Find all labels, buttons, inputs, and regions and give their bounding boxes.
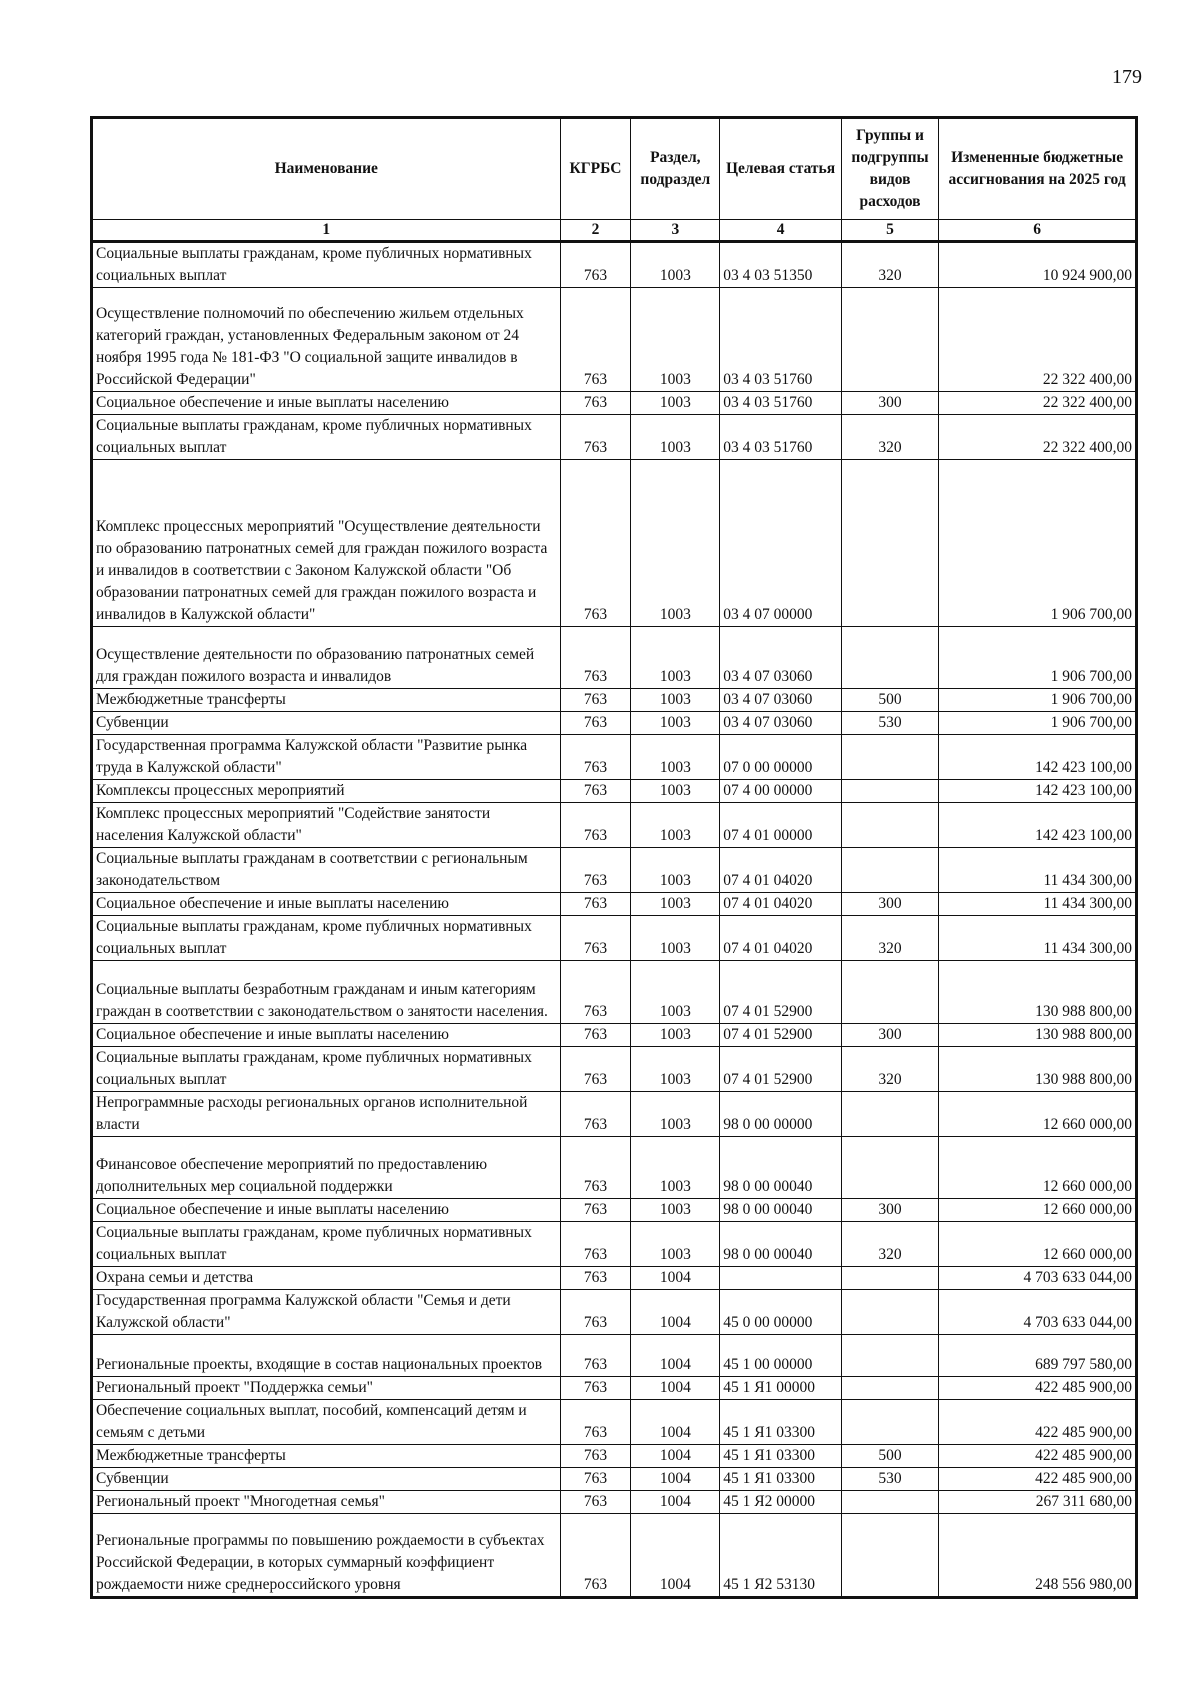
column-number: 2 [560,220,631,242]
cell-razdel: 1003 [631,1092,720,1137]
cell-name: Социальное обеспечение и иные выплаты населению [92,1199,561,1222]
cell-amount: 12 660 000,00 [939,1092,1137,1137]
cell-amount: 422 485 900,00 [939,1400,1137,1445]
column-header-amount: Измененные бюджетные ассигнования на 2025 год [939,118,1137,220]
cell-razdel: 1003 [631,1137,720,1199]
cell-razdel: 1004 [631,1377,720,1400]
cell-name: Охрана семьи и детства [92,1267,561,1290]
cell-article: 03 4 03 51350 [720,242,842,288]
cell-name: Региональные проекты, входящие в состав национальных проектов [92,1335,561,1377]
cell-kgrbs: 763 [560,780,631,803]
cell-name: Социальное обеспечение и иные выплаты населению [92,392,561,415]
cell-article: 98 0 00 00040 [720,1137,842,1199]
cell-kgrbs: 763 [560,1137,631,1199]
cell-razdel: 1003 [631,848,720,893]
cell-article: 03 4 03 51760 [720,288,842,392]
cell-article: 45 1 Я2 53130 [720,1514,842,1598]
cell-razdel: 1004 [631,1468,720,1491]
cell-kgrbs: 763 [560,1092,631,1137]
cell-group [841,1267,938,1290]
cell-article: 98 0 00 00040 [720,1199,842,1222]
table-row [92,1267,1137,1290]
cell-name: Межбюджетные трансферты [92,1445,561,1468]
cell-name: Обеспечение социальных выплат, пособий, компенсаций детям и семьям с детьми [92,1400,561,1445]
budget-table [90,116,1138,1599]
column-header-group: Группы и подгруппы видов расходов [841,118,938,220]
cell-group: 320 [841,1047,938,1092]
cell-razdel: 1003 [631,392,720,415]
cell-kgrbs: 763 [560,1491,631,1514]
cell-article: 07 4 00 00000 [720,780,842,803]
cell-group: 530 [841,1468,938,1491]
table-row [92,712,1137,735]
cell-group [841,1400,938,1445]
table-row [92,1468,1137,1491]
cell-group: 300 [841,392,938,415]
table-row [92,627,1137,689]
cell-razdel: 1004 [631,1335,720,1377]
cell-group [841,1092,938,1137]
cell-article: 03 4 07 03060 [720,627,842,689]
cell-kgrbs: 763 [560,1377,631,1400]
cell-kgrbs: 763 [560,1468,631,1491]
cell-name: Комплексы процессных мероприятий [92,780,561,803]
cell-kgrbs: 763 [560,1024,631,1047]
cell-article: 45 1 Я2 00000 [720,1491,842,1514]
cell-name: Государственная программа Калужской области "Развитие рынка труда в Калужской области" [92,735,561,780]
cell-kgrbs: 763 [560,712,631,735]
cell-amount: 12 660 000,00 [939,1222,1137,1267]
cell-group: 300 [841,893,938,916]
cell-kgrbs: 763 [560,627,631,689]
cell-kgrbs: 763 [560,1400,631,1445]
cell-article: 07 4 01 00000 [720,803,842,848]
table-row [92,1335,1137,1377]
cell-name: Субвенции [92,1468,561,1491]
cell-razdel: 1003 [631,627,720,689]
page-number: 179 [1112,66,1142,88]
cell-kgrbs: 763 [560,735,631,780]
cell-name: Социальные выплаты гражданам в соответствии с региональным законодательством [92,848,561,893]
cell-amount: 1 906 700,00 [939,627,1137,689]
cell-group: 320 [841,242,938,288]
cell-razdel: 1003 [631,689,720,712]
cell-article: 07 4 01 04020 [720,893,842,916]
cell-amount: 267 311 680,00 [939,1491,1137,1514]
cell-group: 500 [841,1445,938,1468]
cell-group [841,1290,938,1335]
cell-razdel: 1003 [631,1222,720,1267]
cell-amount: 11 434 300,00 [939,893,1137,916]
cell-amount: 1 906 700,00 [939,689,1137,712]
cell-amount: 12 660 000,00 [939,1199,1137,1222]
cell-group [841,803,938,848]
cell-razdel: 1003 [631,1024,720,1047]
column-number: 6 [939,220,1137,242]
cell-name: Межбюджетные трансферты [92,689,561,712]
cell-razdel: 1004 [631,1445,720,1468]
cell-kgrbs: 763 [560,1514,631,1598]
table-row [92,1092,1137,1137]
cell-name: Осуществление деятельности по образованию патронатных семей для граждан пожилого возраста и инвалидов [92,627,561,689]
cell-kgrbs: 763 [560,288,631,392]
cell-amount: 142 423 100,00 [939,780,1137,803]
cell-razdel: 1003 [631,288,720,392]
cell-amount: 12 660 000,00 [939,1137,1137,1199]
cell-kgrbs: 763 [560,460,631,627]
cell-name: Социальное обеспечение и иные выплаты населению [92,893,561,916]
cell-article: 03 4 07 00000 [720,460,842,627]
cell-razdel: 1003 [631,712,720,735]
table-row [92,735,1137,780]
table-row [92,392,1137,415]
cell-amount: 130 988 800,00 [939,961,1137,1024]
column-number: 4 [720,220,842,242]
cell-group: 320 [841,916,938,961]
cell-name: Финансовое обеспечение мероприятий по предоставлению дополнительных мер социальной поддержки [92,1137,561,1199]
cell-amount: 4 703 633 044,00 [939,1267,1137,1290]
column-header-name: Наименование [92,118,561,220]
cell-amount: 689 797 580,00 [939,1335,1137,1377]
cell-razdel: 1003 [631,780,720,803]
cell-razdel: 1003 [631,803,720,848]
cell-article: 07 0 00 00000 [720,735,842,780]
cell-group [841,627,938,689]
cell-amount: 130 988 800,00 [939,1024,1137,1047]
cell-article: 07 4 01 52900 [720,1047,842,1092]
cell-amount: 142 423 100,00 [939,803,1137,848]
table-row [92,1290,1137,1335]
cell-group [841,735,938,780]
cell-group [841,848,938,893]
cell-article: 03 4 03 51760 [720,392,842,415]
cell-kgrbs: 763 [560,1267,631,1290]
table-row [92,1514,1137,1598]
cell-amount: 22 322 400,00 [939,288,1137,392]
cell-razdel: 1003 [631,242,720,288]
table-row [92,1491,1137,1514]
table-body [92,242,1137,1598]
cell-amount: 10 924 900,00 [939,242,1137,288]
cell-kgrbs: 763 [560,1047,631,1092]
cell-name: Социальные выплаты гражданам, кроме публичных нормативных социальных выплат [92,1222,561,1267]
cell-group [841,460,938,627]
cell-amount: 4 703 633 044,00 [939,1290,1137,1335]
cell-article: 03 4 07 03060 [720,712,842,735]
table-row [92,1445,1137,1468]
cell-amount: 130 988 800,00 [939,1047,1137,1092]
table-row [92,916,1137,961]
cell-article: 45 1 Я1 03300 [720,1468,842,1491]
cell-kgrbs: 763 [560,893,631,916]
column-number: 1 [92,220,561,242]
cell-group [841,1335,938,1377]
cell-name: Государственная программа Калужской области "Семья и дети Калужской области" [92,1290,561,1335]
cell-razdel: 1003 [631,1047,720,1092]
cell-article: 45 0 00 00000 [720,1290,842,1335]
column-number: 5 [841,220,938,242]
table-row [92,1377,1137,1400]
cell-article: 03 4 07 03060 [720,689,842,712]
table-row [92,1024,1137,1047]
cell-kgrbs: 763 [560,803,631,848]
cell-group: 530 [841,712,938,735]
cell-kgrbs: 763 [560,848,631,893]
cell-group [841,1377,938,1400]
column-header-article: Целевая статья [720,118,842,220]
cell-group [841,780,938,803]
cell-kgrbs: 763 [560,689,631,712]
cell-name: Субвенции [92,712,561,735]
cell-name: Социальные выплаты гражданам, кроме публичных нормативных социальных выплат [92,415,561,460]
table-row [92,415,1137,460]
cell-amount: 1 906 700,00 [939,712,1137,735]
table-row [92,288,1137,392]
cell-amount: 422 485 900,00 [939,1445,1137,1468]
cell-kgrbs: 763 [560,242,631,288]
cell-razdel: 1003 [631,893,720,916]
cell-article: 07 4 01 04020 [720,848,842,893]
table-row [92,460,1137,627]
cell-article [720,1267,842,1290]
column-number: 3 [631,220,720,242]
table-row [92,689,1137,712]
cell-group: 320 [841,1222,938,1267]
column-number-row [92,220,1137,242]
cell-name: Региональный проект "Многодетная семья" [92,1491,561,1514]
table-row [92,893,1137,916]
cell-name: Региональные программы по повышению рождаемости в субъектах Российской Федерации, в которых суммарный коэффициент рождаемости ниже среднероссийского уровня [92,1514,561,1598]
cell-article: 45 1 Я1 03300 [720,1445,842,1468]
cell-name: Социальные выплаты безработным гражданам и иным категориям граждан в соответствии с законодательством о занятости населения. [92,961,561,1024]
cell-amount: 22 322 400,00 [939,392,1137,415]
cell-kgrbs: 763 [560,916,631,961]
cell-group: 500 [841,689,938,712]
cell-kgrbs: 763 [560,415,631,460]
cell-amount: 22 322 400,00 [939,415,1137,460]
column-header-razdel: Раздел, подраздел [631,118,720,220]
cell-name: Социальные выплаты гражданам, кроме публичных нормативных социальных выплат [92,242,561,288]
cell-name: Социальное обеспечение и иные выплаты населению [92,1024,561,1047]
cell-name: Комплекс процессных мероприятий "Осуществление деятельности по образованию патронатных семей для граждан пожилого возраста и инвалидов в соответствии с Законом Калужской области "Об образовании патронатных семей для граждан пожилого возраста и инвалидов в Калужской области" [92,460,561,627]
column-header-kgrbs: КГРБС [560,118,631,220]
cell-name: Региональный проект "Поддержка семьи" [92,1377,561,1400]
cell-amount: 422 485 900,00 [939,1468,1137,1491]
cell-kgrbs: 763 [560,1290,631,1335]
cell-razdel: 1003 [631,415,720,460]
cell-kgrbs: 763 [560,1199,631,1222]
cell-razdel: 1004 [631,1514,720,1598]
cell-group [841,961,938,1024]
table-row [92,242,1137,288]
cell-group [841,288,938,392]
cell-article: 98 0 00 00040 [720,1222,842,1267]
cell-name: Социальные выплаты гражданам, кроме публичных нормативных социальных выплат [92,1047,561,1092]
cell-article: 03 4 03 51760 [720,415,842,460]
cell-article: 45 1 00 00000 [720,1335,842,1377]
cell-article: 07 4 01 04020 [720,916,842,961]
cell-article: 07 4 01 52900 [720,1024,842,1047]
cell-amount: 1 906 700,00 [939,460,1137,627]
cell-razdel: 1004 [631,1290,720,1335]
cell-group [841,1491,938,1514]
table-row [92,780,1137,803]
table-row [92,803,1137,848]
cell-group: 300 [841,1024,938,1047]
cell-article: 45 1 Я1 00000 [720,1377,842,1400]
cell-razdel: 1003 [631,735,720,780]
cell-razdel: 1004 [631,1267,720,1290]
cell-group: 300 [841,1199,938,1222]
cell-group [841,1137,938,1199]
table-row [92,848,1137,893]
cell-article: 98 0 00 00000 [720,1092,842,1137]
cell-kgrbs: 763 [560,1445,631,1468]
cell-article: 07 4 01 52900 [720,961,842,1024]
cell-razdel: 1003 [631,460,720,627]
cell-name: Социальные выплаты гражданам, кроме публичных нормативных социальных выплат [92,916,561,961]
cell-razdel: 1003 [631,961,720,1024]
cell-kgrbs: 763 [560,1335,631,1377]
cell-group: 320 [841,415,938,460]
table-row [92,1222,1137,1267]
table-row [92,1047,1137,1092]
cell-amount: 11 434 300,00 [939,848,1137,893]
cell-kgrbs: 763 [560,961,631,1024]
table-row [92,961,1137,1024]
table-row [92,1137,1137,1199]
cell-article: 45 1 Я1 03300 [720,1400,842,1445]
cell-name: Комплекс процессных мероприятий "Содействие занятости населения Калужской области" [92,803,561,848]
cell-amount: 11 434 300,00 [939,916,1137,961]
table-row [92,1400,1137,1445]
cell-razdel: 1004 [631,1491,720,1514]
cell-group [841,1514,938,1598]
cell-name: Непрограммные расходы региональных органов исполнительной власти [92,1092,561,1137]
cell-name: Осуществление полномочий по обеспечению жильем отдельных категорий граждан, установленных Федеральным законом от 24 ноября 1995 года № 181-ФЗ "О социальной защите инвалидов в Российской Федерации" [92,288,561,392]
cell-razdel: 1004 [631,1400,720,1445]
cell-razdel: 1003 [631,916,720,961]
cell-amount: 248 556 980,00 [939,1514,1137,1598]
cell-amount: 142 423 100,00 [939,735,1137,780]
table-row [92,1199,1137,1222]
table-header-row [92,118,1137,220]
cell-kgrbs: 763 [560,1222,631,1267]
cell-razdel: 1003 [631,1199,720,1222]
cell-amount: 422 485 900,00 [939,1377,1137,1400]
cell-kgrbs: 763 [560,392,631,415]
